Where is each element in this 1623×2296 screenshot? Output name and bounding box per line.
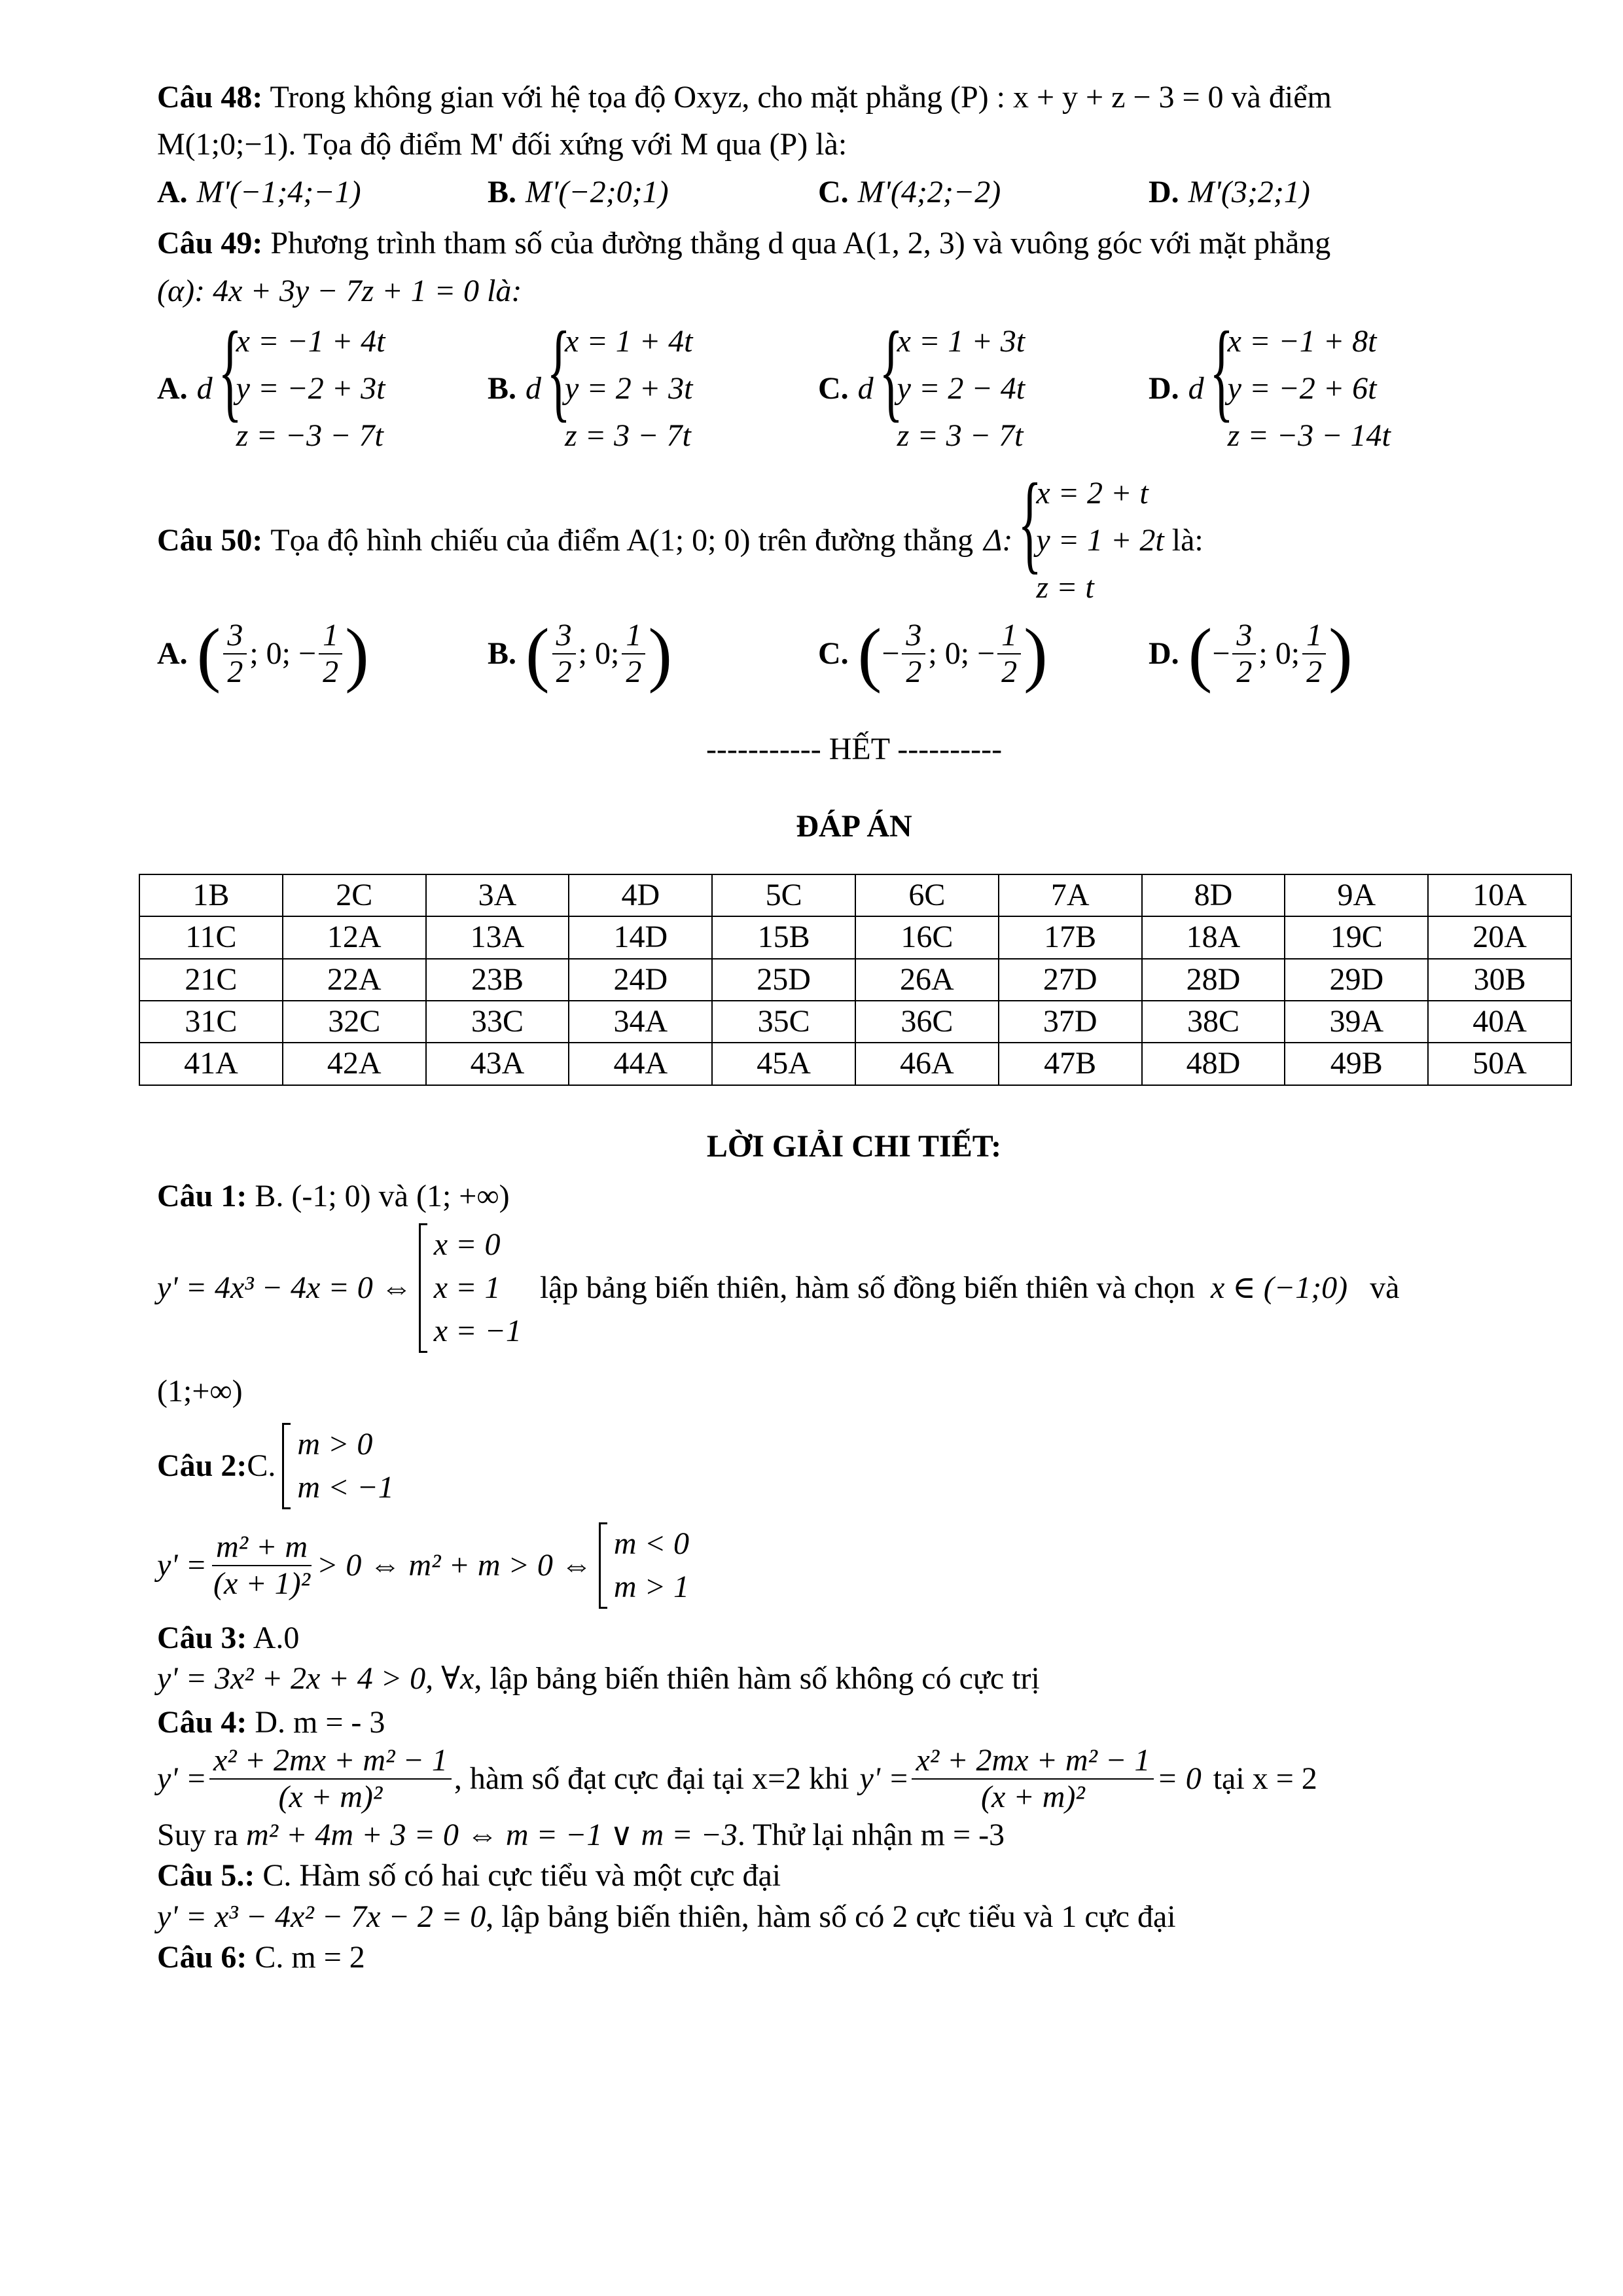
- answer-cell: 15B: [712, 916, 855, 958]
- option-label: D.: [1149, 174, 1179, 209]
- line-name: d: [196, 370, 213, 406]
- solution-text: , lập bảng biến thiên, hàm số có 2 cực tiểu và 1 cực đại: [486, 1899, 1176, 1934]
- lhs: y' =: [859, 1761, 910, 1796]
- case: x = 0: [433, 1227, 501, 1263]
- answer-cell: 28D: [1142, 959, 1285, 1001]
- answer-cell: 38C: [1142, 1001, 1285, 1043]
- question-49: [157, 223, 1551, 264]
- answer-cell: 31C: [139, 1001, 283, 1043]
- question-text: (α): 4x + 3y − 7z + 1 = 0 là:: [157, 273, 522, 308]
- option-a: A. ( $\frac{3}{2}$ ; 0; − $\frac{1}{2}$ ): [157, 613, 369, 694]
- answer-cell: 30B: [1428, 959, 1571, 1001]
- question-text: Tọa độ hình chiếu của điểm A(1; 0; 0) trên đường thẳng: [270, 522, 974, 558]
- option-b: B. ( $\frac{3}{2}$ ; 0; $\frac{1}{2}$ ): [488, 613, 672, 694]
- fraction: [997, 618, 1021, 690]
- fraction: [912, 1743, 1154, 1815]
- case-bracket: [282, 1423, 393, 1509]
- answer-cell: 36C: [855, 1001, 999, 1043]
- denominator: 2: [227, 654, 243, 689]
- solution-label: Câu 2:: [157, 1448, 247, 1483]
- answer-cell: 8D: [1142, 874, 1285, 916]
- denominator: 2: [556, 654, 572, 689]
- separator: ; 0; −: [928, 636, 995, 671]
- case: m > 1: [613, 1569, 689, 1604]
- numerator: 3: [552, 618, 576, 655]
- option-label: C.: [818, 370, 849, 406]
- question-50: [157, 460, 1551, 611]
- eq-line: y = −2 + 3t: [236, 370, 385, 406]
- option-label: C.: [818, 174, 849, 209]
- question-48-line2: [157, 124, 1551, 165]
- question-text: Phương trình tham số của đường thẳng d qua A(1, 2, 3) và vuông góc với mặt phẳng: [270, 226, 1331, 261]
- case-bracket: [599, 1522, 689, 1609]
- denominator: 2: [626, 654, 642, 689]
- answer-row: [139, 916, 1571, 958]
- answer-cell: 43A: [426, 1043, 569, 1085]
- answer-cell: 17B: [999, 916, 1142, 958]
- answer-cell: 14D: [569, 916, 712, 958]
- separator: ; 0;: [578, 636, 620, 671]
- answer-row: [139, 959, 1571, 1001]
- options-48: [157, 172, 1551, 213]
- denominator: 2: [1001, 654, 1018, 689]
- numerator: 1: [1302, 618, 1326, 655]
- solution-1: [157, 1176, 1551, 1217]
- option-label: D.: [1149, 636, 1179, 671]
- answer-cell: 50A: [1428, 1043, 1571, 1085]
- solution-answer: A.0: [253, 1620, 300, 1655]
- solution-text: , lập bảng biến thiên hàm số không có cực trị: [474, 1661, 1040, 1696]
- answer-cell: 6C: [855, 874, 999, 916]
- option-label: B.: [488, 636, 517, 671]
- question-text-tail: là:: [1171, 522, 1204, 558]
- case: x = 1: [433, 1270, 501, 1306]
- fraction: [209, 1530, 314, 1602]
- separator: ; 0;: [1258, 636, 1300, 671]
- answer-cell: 23B: [426, 959, 569, 1001]
- solution-4-work: [157, 1743, 1551, 1815]
- answer-cell: 47B: [999, 1043, 1142, 1085]
- solution-answer: D. m = - 3: [255, 1704, 385, 1740]
- answer-cell: 41A: [139, 1043, 283, 1085]
- solution-1-tail: (1;+∞): [157, 1374, 243, 1409]
- case: m > 0: [297, 1426, 373, 1462]
- solution-text: , hàm số đạt cực đại tại x=2 khi: [454, 1761, 849, 1796]
- numerator: 1: [997, 618, 1021, 655]
- solution-label: Câu 1:: [157, 1179, 247, 1214]
- option-c: [818, 308, 1149, 459]
- eq-line: y = 2 + 3t: [565, 370, 693, 406]
- lhs: y' =: [157, 1761, 207, 1796]
- line-name: d: [526, 370, 542, 406]
- answer-cell: 45A: [712, 1043, 855, 1085]
- lhs: y' =: [157, 1547, 207, 1583]
- answer-cell: 29D: [1285, 959, 1428, 1001]
- solution-answer: C. Hàm số có hai cực tiểu và một cực đại: [262, 1858, 781, 1893]
- option-label: C.: [818, 636, 849, 671]
- eq-line: z = −3 − 14t: [1227, 418, 1391, 453]
- eq-line: z = t: [1036, 569, 1094, 605]
- solution-text: Suy ra: [157, 1818, 238, 1853]
- fraction: [552, 618, 576, 690]
- option-b: [488, 172, 818, 213]
- option-value: M'(−1;4;−1): [196, 174, 361, 209]
- answer-row: [139, 1001, 1571, 1043]
- question-label: Câu 48:: [157, 80, 263, 115]
- option-value: M'(−2;0;1): [526, 174, 669, 209]
- case: m < 0: [613, 1526, 689, 1561]
- separator: ; 0; −: [249, 636, 317, 671]
- denominator: 2: [1236, 654, 1253, 689]
- option-c: [818, 172, 1149, 213]
- eq-line: z = 3 − 7t: [565, 418, 691, 453]
- equation-system: { x = 1 + 3t y = 2 − 4t z = 3 − 7t: [874, 318, 1025, 459]
- answer-cell: 10A: [1428, 874, 1571, 916]
- numerator: 3: [223, 618, 247, 655]
- solution-label: Câu 5.:: [157, 1858, 255, 1893]
- eq-line: x = −1 + 4t: [236, 323, 385, 359]
- solution-text: lập bảng biến thiên, hàm số đồng biến thiên và chọn: [539, 1270, 1195, 1306]
- answer-cell: 21C: [139, 959, 283, 1001]
- solution-6: [157, 1937, 1551, 1978]
- answer-cell: 18A: [1142, 916, 1285, 958]
- eq-line: y = −2 + 6t: [1227, 370, 1377, 406]
- sign: −: [1212, 636, 1230, 671]
- numerator: 1: [622, 618, 645, 655]
- solution-answer: C. m = 2: [255, 1940, 365, 1975]
- answer-row: [139, 1043, 1571, 1085]
- numerator: x² + 2mx + m² − 1: [912, 1743, 1154, 1780]
- answer-cell: 24D: [569, 959, 712, 1001]
- answer-cell: 49B: [1285, 1043, 1428, 1085]
- answer-row: [139, 874, 1571, 916]
- option-value: M'(4;2;−2): [857, 174, 1001, 209]
- answer-table: [139, 874, 1572, 1086]
- solution-answer: C.: [247, 1448, 276, 1483]
- answer-cell: 7A: [999, 874, 1142, 916]
- answer-cell: 11C: [139, 916, 283, 958]
- option-label: A.: [157, 636, 188, 671]
- eq-line: z = 3 − 7t: [897, 418, 1024, 453]
- answer-cell: 9A: [1285, 874, 1428, 916]
- line-name: d: [857, 370, 874, 406]
- option-d: [1149, 172, 1479, 213]
- numerator: 3: [902, 618, 925, 655]
- options-50: [157, 613, 1551, 694]
- option-c: C. ( − $\frac{3}{2}$ ; 0; − $\frac{1}{2}$ ): [818, 613, 1048, 694]
- answer-cell: 48D: [1142, 1043, 1285, 1085]
- case: x = −1: [433, 1314, 522, 1349]
- fraction: [902, 618, 925, 690]
- solution-4: [157, 1702, 1551, 1743]
- solution-1-work: [157, 1223, 1551, 1353]
- answer-cell: 33C: [426, 1001, 569, 1043]
- solution-label: Câu 6:: [157, 1940, 247, 1975]
- answer-cell: 37D: [999, 1001, 1142, 1043]
- answer-cell: 13A: [426, 916, 569, 958]
- equation-system: { x = 1 + 4t y = 2 + 3t z = 3 − 7t: [541, 318, 692, 459]
- solution-3-work: [157, 1659, 1551, 1699]
- solution-text: . Thử lại nhận m = -3: [737, 1818, 1005, 1853]
- answer-cell: 39A: [1285, 1001, 1428, 1043]
- option-a: [157, 308, 488, 459]
- answer-cell: 27D: [999, 959, 1142, 1001]
- numerator: 3: [1232, 618, 1256, 655]
- answer-cell: 25D: [712, 959, 855, 1001]
- answer-cell: 3A: [426, 874, 569, 916]
- fraction: [223, 618, 247, 690]
- answer-cell: 35C: [712, 1001, 855, 1043]
- answer-cell: 1B: [139, 874, 283, 916]
- solutions-title: LỜI GIẢI CHI TIẾT:: [706, 1128, 1002, 1164]
- equation-system: { x = 2 + t y = 1 + 2t z = t: [1012, 470, 1164, 611]
- case: m < −1: [297, 1469, 394, 1505]
- solution-text: tại x = 2: [1213, 1761, 1317, 1796]
- equation: m² + 4m + 3 = 0 ⇔ m = −1 ∨ m = −3: [245, 1818, 738, 1853]
- solution-2-work: [157, 1522, 1551, 1609]
- option-label: D.: [1149, 370, 1179, 406]
- equation-system: { x = −1 + 8t y = −2 + 6t z = −3 − 14t: [1204, 318, 1391, 459]
- question-text: Trong không gian với hệ tọa độ Oxyz, cho mặt phẳng (P) : x + y + z − 3 = 0 và điểm: [270, 80, 1332, 115]
- denominator: 2: [1306, 654, 1323, 689]
- end-marker: ----------- HẾT ----------: [705, 731, 1003, 766]
- numerator: 1: [319, 618, 342, 655]
- question-text: M(1;0;−1). Tọa độ điểm M' đối xứng với M qua (P) là:: [157, 127, 847, 162]
- answer-cell: 5C: [712, 874, 855, 916]
- fraction: [1232, 618, 1256, 690]
- question-label: Câu 49:: [157, 226, 263, 261]
- option-a: [157, 172, 488, 213]
- answer-cell: 40A: [1428, 1001, 1571, 1043]
- question-48: [157, 77, 1551, 118]
- denominator: (x + m)²: [981, 1780, 1085, 1815]
- option-label: B.: [488, 174, 517, 209]
- solution-5: [157, 1856, 1551, 1896]
- options-49: [157, 308, 1551, 459]
- answer-cell: 16C: [855, 916, 999, 958]
- equation-system: { x = −1 + 4t y = −2 + 3t z = −3 − 7t: [213, 318, 385, 459]
- equation: y' = 4x³ − 4x = 0 ⇔: [157, 1270, 412, 1306]
- solution-4-conclusion: [157, 1815, 1551, 1856]
- answer-cell: 20A: [1428, 916, 1571, 958]
- conjunction: và: [1370, 1270, 1400, 1306]
- option-label: A.: [157, 174, 188, 209]
- answer-cell: 4D: [569, 874, 712, 916]
- solution-answer: B. (-1; 0) và (1; +∞): [255, 1179, 510, 1214]
- answer-cell: 19C: [1285, 916, 1428, 958]
- denominator: (x + m)²: [278, 1780, 383, 1815]
- equation: = 0: [1156, 1761, 1202, 1796]
- answer-cell: 34A: [569, 1001, 712, 1043]
- option-value: M'(3;2;1): [1188, 174, 1310, 209]
- eq-line: x = 1 + 4t: [565, 323, 693, 359]
- eq-line: z = −3 − 7t: [236, 418, 383, 453]
- solution-label: Câu 3:: [157, 1620, 247, 1655]
- question-49-line2: [157, 271, 1551, 312]
- interval: x ∈ (−1;0): [1210, 1270, 1348, 1306]
- option-d: [1149, 308, 1479, 459]
- numerator: x² + 2mx + m² − 1: [209, 1743, 452, 1780]
- answer-cell: 46A: [855, 1043, 999, 1085]
- fraction: [209, 1743, 452, 1815]
- equation: y' = 3x² + 2x + 4 > 0, ∀x: [157, 1661, 474, 1696]
- fraction: [319, 618, 342, 690]
- eq-line: x = 2 + t: [1036, 475, 1149, 511]
- answer-cell: 32C: [283, 1001, 426, 1043]
- option-d: D. ( − $\frac{3}{2}$ ; 0; $\frac{1}{2}$ ): [1149, 613, 1353, 694]
- document-page: [157, 77, 1551, 1979]
- option-label: A.: [157, 370, 188, 406]
- denominator: (x + 1)²: [213, 1566, 311, 1601]
- answer-cell: 26A: [855, 959, 999, 1001]
- delta-label: Δ:: [984, 522, 1013, 558]
- eq-line: x = 1 + 3t: [897, 323, 1026, 359]
- eq-line: y = 1 + 2t: [1036, 522, 1164, 558]
- denominator: 2: [906, 654, 922, 689]
- answer-cell: 12A: [283, 916, 426, 958]
- numerator: m² + m: [212, 1530, 312, 1566]
- fraction: [622, 618, 645, 690]
- solution-label: Câu 4:: [157, 1704, 247, 1740]
- line-name: d: [1188, 370, 1204, 406]
- answer-key-title: ĐÁP ÁN: [796, 809, 912, 844]
- eq-line: x = −1 + 8t: [1227, 323, 1377, 359]
- answer-cell: 42A: [283, 1043, 426, 1085]
- answer-cell: 2C: [283, 874, 426, 916]
- option-b: [488, 308, 818, 459]
- eq-line: y = 2 − 4t: [897, 370, 1026, 406]
- equation: > 0 ⇔ m² + m > 0 ⇔: [317, 1547, 592, 1583]
- solution-3: [157, 1618, 1551, 1659]
- answer-cell: 22A: [283, 959, 426, 1001]
- answer-cell: 44A: [569, 1043, 712, 1085]
- fraction: [1302, 618, 1326, 690]
- case-bracket: [419, 1223, 522, 1353]
- sign: −: [882, 636, 900, 671]
- solution-2: [157, 1423, 1551, 1509]
- equation: y' = x³ − 4x² − 7x − 2 = 0: [157, 1899, 486, 1934]
- denominator: 2: [323, 654, 339, 689]
- question-label: Câu 50:: [157, 522, 263, 558]
- solution-5-work: [157, 1897, 1551, 1937]
- option-label: B.: [488, 370, 517, 406]
